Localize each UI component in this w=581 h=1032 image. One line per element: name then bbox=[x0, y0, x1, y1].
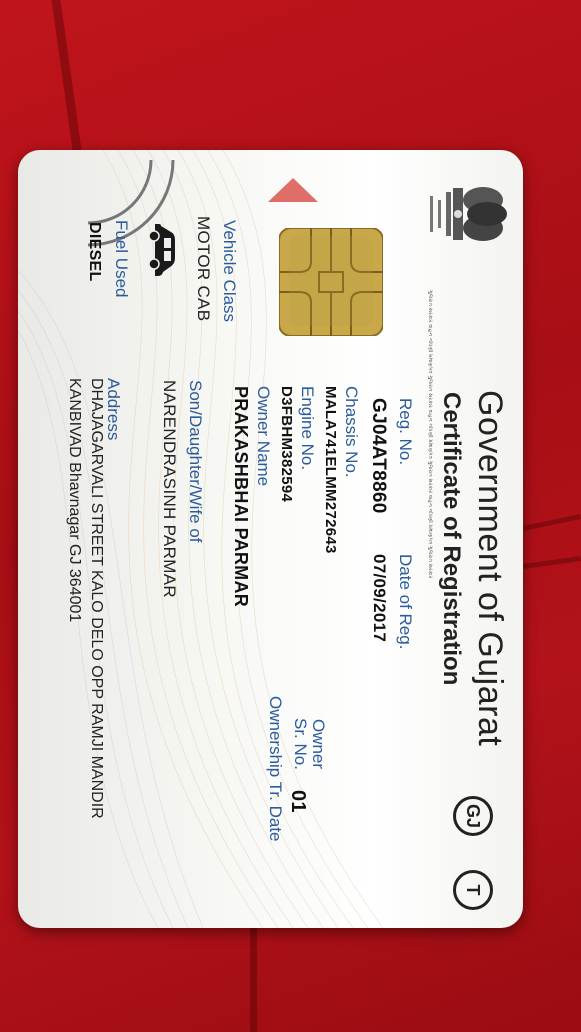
chassis-value: MALA741ELMM272643 bbox=[322, 386, 339, 554]
badge-t: T bbox=[453, 870, 493, 910]
tile-seam bbox=[523, 514, 581, 531]
certificate-title: Certificate of Registration bbox=[438, 392, 465, 686]
relation-label: Son/Daughter/Wife of bbox=[186, 380, 205, 543]
owner-srno-value: 01 bbox=[287, 790, 309, 813]
car-icon bbox=[144, 222, 179, 278]
badge-gj: GJ bbox=[453, 796, 493, 836]
owner-name-label: Owner Name bbox=[254, 386, 273, 487]
owner-srno-label: Owner Sr. No. bbox=[291, 718, 328, 770]
ownership-tr-date-label: Ownership Tr. Date bbox=[266, 696, 285, 842]
address-line-2: KANBIVAD Bhavnagar GJ 364001 bbox=[66, 378, 83, 623]
address-line-1: DHAJAGARVALI STREET KALO DELO OPP RAMJI MANDIR bbox=[88, 378, 105, 819]
government-title: Government of Gujarat bbox=[471, 390, 509, 747]
address-label: Address bbox=[104, 378, 123, 441]
tile-seam bbox=[523, 556, 581, 569]
triangle-marker-icon bbox=[263, 178, 318, 202]
chassis-label: Chassis No. bbox=[342, 386, 361, 478]
national-emblem-icon bbox=[421, 178, 513, 250]
vehicle-class-label: Vehicle Class bbox=[220, 220, 239, 323]
fuel-label: Fuel Used bbox=[112, 220, 131, 298]
tile-seam bbox=[250, 928, 257, 1032]
reg-no-label: Reg. No. bbox=[396, 398, 415, 466]
vehicle-class-value: MOTOR CAB bbox=[194, 216, 213, 322]
smart-chip-icon bbox=[279, 228, 383, 336]
card-content bbox=[18, 150, 523, 928]
owner-name-value: PRAKASHBHAI PARMAR bbox=[231, 386, 251, 608]
security-microtext: ગુજરાત સરકાર વાહન નોંધણી પ્રમાણપત્ર ગુજરાત સરકાર વાહન નોંધણી પ્રમાણપત્ર ગુજરાત સરકાર વાહન નોંધણી પ્રમાણપત્ર ગુજરાત સરકાર bbox=[427, 290, 433, 579]
registration-card bbox=[18, 150, 523, 928]
engine-label: Engine No. bbox=[298, 386, 317, 471]
date-of-reg-label: Date of Reg. bbox=[396, 554, 415, 650]
engine-value: D3FBHM382594 bbox=[278, 386, 295, 503]
tile-seam bbox=[51, 0, 81, 150]
fuel-value: DIESEL bbox=[86, 222, 103, 282]
date-of-reg-value: 07/09/2017 bbox=[370, 554, 389, 643]
reg-no-value: GJ04AT8860 bbox=[368, 398, 389, 514]
relation-value: NARENDRASINH PARMAR bbox=[160, 380, 179, 598]
